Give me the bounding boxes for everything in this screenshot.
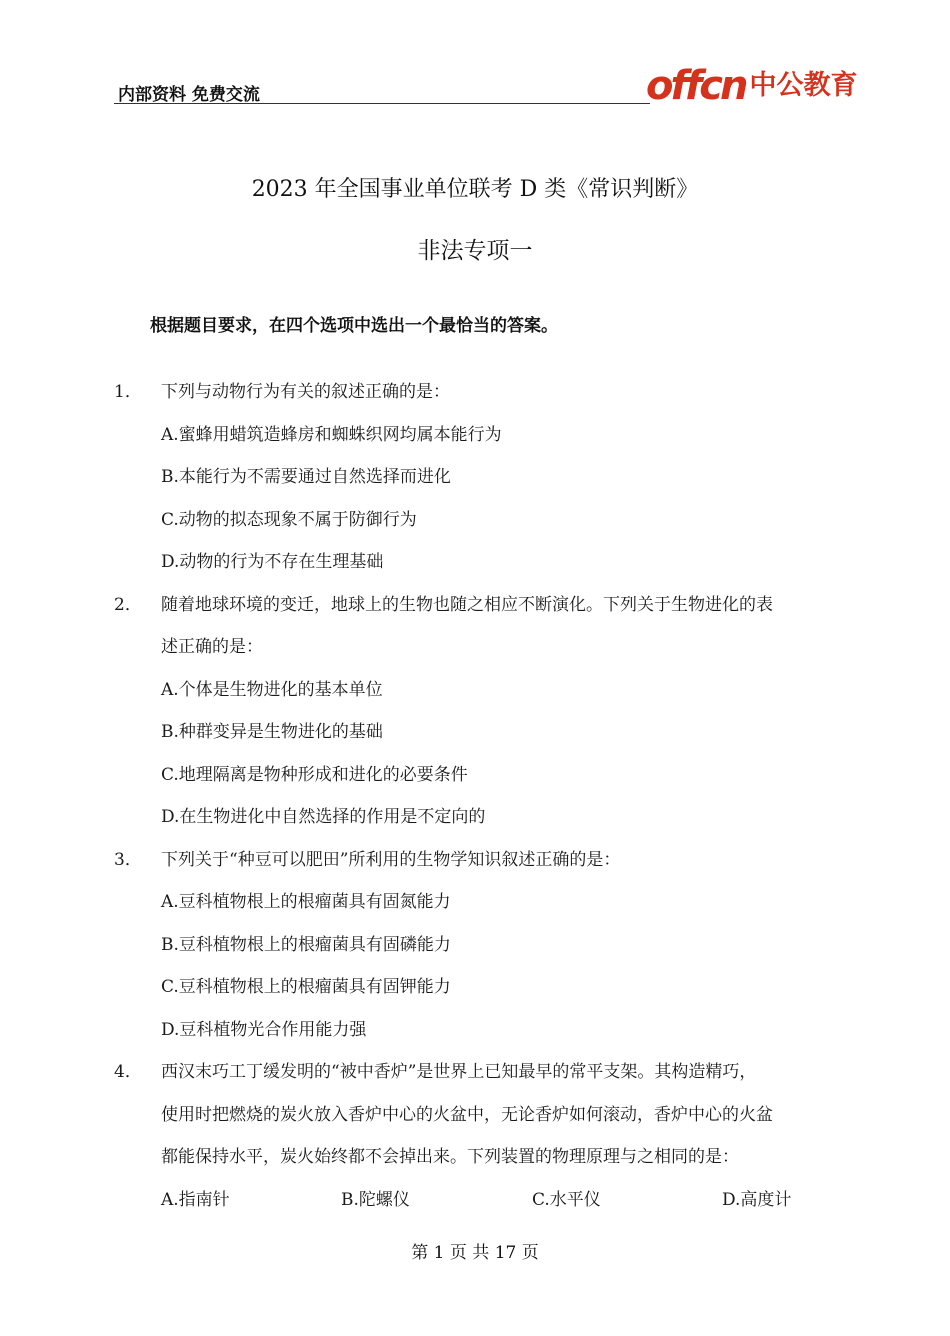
option-d: D.在生物进化中自然选择的作用是不定向的: [161, 807, 486, 827]
option-d: D.豆科植物光合作用能力强: [161, 1020, 367, 1040]
option-c: C.豆科植物根上的根瘤菌具有固钾能力: [161, 977, 451, 997]
question-stem: 使用时把燃烧的炭火放入香炉中心的火盆中，无论香炉如何滚动，香炉中心的火盆: [161, 1105, 773, 1125]
question-stem: 随着地球环境的变迁，地球上的生物也随之相应不断演化。下列关于生物进化的表: [161, 595, 773, 615]
option-a: A.个体是生物进化的基本单位: [161, 680, 383, 700]
option-b: B.豆科植物根上的根瘤菌具有固磷能力: [161, 935, 451, 955]
question-number: 1．: [114, 382, 142, 402]
question-stem: 都能保持水平，炭火始终都不会掉出来。下列装置的物理原理与之相同的是：: [161, 1147, 739, 1167]
logo-latin-text: offcn: [646, 63, 746, 109]
document-subtitle: 非法专项一: [417, 238, 533, 264]
option-d: D.动物的行为不存在生理基础: [161, 552, 384, 572]
option-d: D.高度计: [722, 1190, 792, 1210]
question-stem: 西汉末巧工丁缓发明的“被中香炉”是世界上已知最早的常平支架。其构造精巧，: [161, 1062, 757, 1082]
document-title: 2023 年全国事业单位联考 D 类《常识判断》: [251, 177, 699, 202]
question-stem: 下列关于“种豆可以肥田”所利用的生物学知识叙述正确的是：: [161, 850, 621, 870]
question-stem: 述正确的是：: [161, 637, 263, 657]
option-b: B.种群变异是生物进化的基础: [161, 722, 383, 742]
option-c: C.水平仪: [532, 1190, 601, 1210]
question-stem: 下列与动物行为有关的叙述正确的是：: [161, 382, 450, 402]
option-c: C.动物的拟态现象不属于防御行为: [161, 510, 417, 530]
option-b: B.本能行为不需要通过自然选择而进化: [161, 467, 451, 487]
logo-chinese-text: 中公教育: [749, 70, 858, 101]
question-number: 2．: [114, 595, 142, 615]
option-b: B.陀螺仪: [341, 1190, 410, 1210]
header-label: 内部资料 免费交流: [118, 85, 260, 105]
option-a: A.豆科植物根上的根瘤菌具有固氮能力: [161, 892, 451, 912]
question-number: 4．: [114, 1062, 142, 1082]
option-a: A.指南针: [161, 1190, 230, 1210]
page-footer: 第 1 页 共 17 页: [411, 1243, 539, 1263]
instruction-text: 根据题目要求，在四个选项中选出一个最恰当的答案。: [150, 316, 558, 336]
option-c: C.地理隔离是物种形成和进化的必要条件: [161, 765, 468, 785]
option-a: A.蜜蜂用蜡筑造蜂房和蜘蛛织网均属本能行为: [161, 425, 502, 445]
question-number: 3．: [114, 850, 142, 870]
